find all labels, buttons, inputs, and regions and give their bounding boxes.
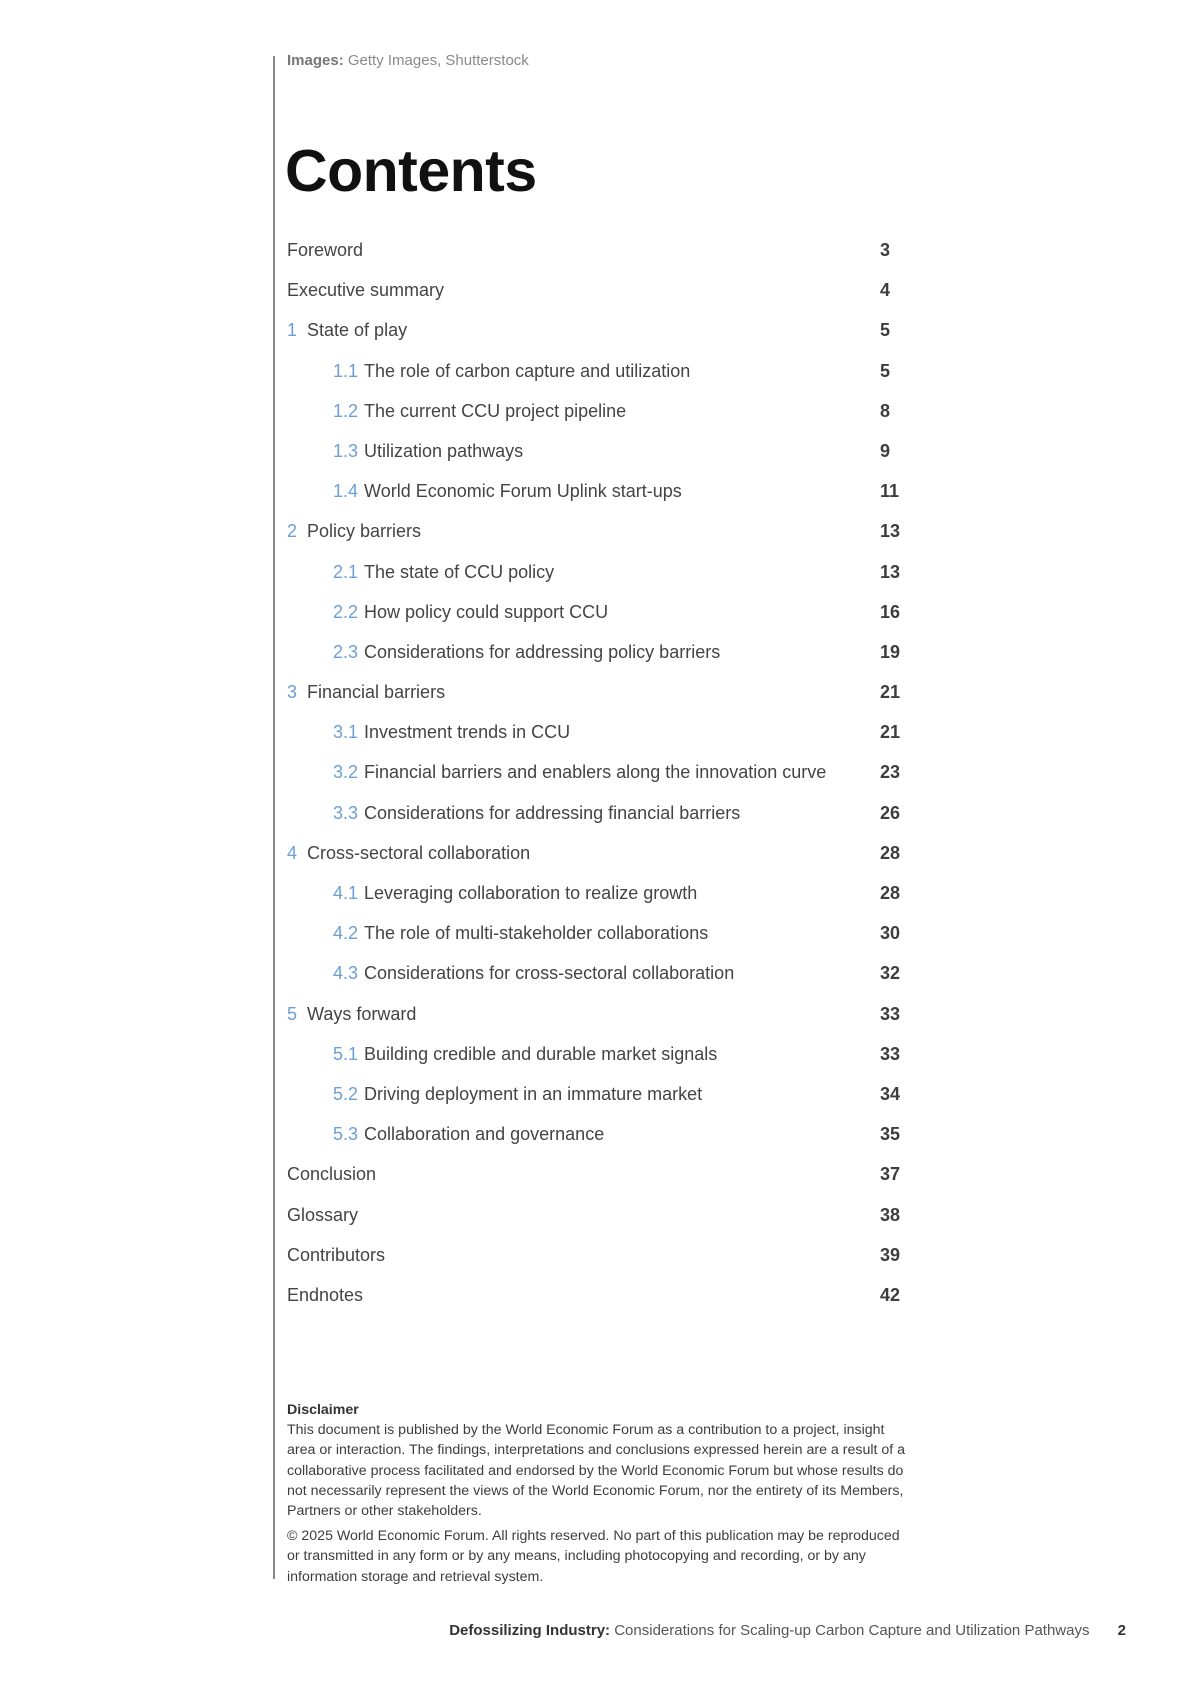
toc-entry-title [333,883,697,904]
toc-page-number: 9 [880,440,891,461]
toc-entry[interactable] [287,875,907,915]
toc-section-number: 4.3 [333,963,359,984]
toc-section-number: 1.2 [333,400,359,421]
toc-page-number: 4 [880,280,891,301]
toc-entry[interactable] [287,955,907,995]
toc-entry-label: Glossary [287,1204,359,1225]
toc-entry[interactable] [287,1116,907,1156]
toc-entry-title [333,481,682,502]
toc-entry-title [287,1285,363,1306]
toc-entry-label: Leveraging collaboration to realize growth [364,883,698,903]
toc-entry[interactable] [287,393,907,433]
copyright-notice: © 2025 World Economic Forum. All rights reserved. No part of this publication may be reproduced or transmitted in any form or by any means, including photocopying and recording, or by any information storage and retrieval system. [287,1528,900,1585]
footer-report-title: Defossilizing Industry: [449,1622,611,1639]
toc-entry-title [333,1124,604,1145]
footer-page-number: 2 [1117,1622,1126,1639]
toc-entry-title [333,1044,717,1065]
toc-page-number: 11 [880,481,900,502]
footer-report-subtitle: Considerations for Scaling-up Carbon Capture and Utilization Pathways [614,1622,1090,1639]
toc-section-number: 2.2 [333,601,359,622]
toc-entry[interactable] [287,1277,907,1317]
toc-entry-title [333,1084,702,1105]
toc-entry-label: Foreword [287,240,364,260]
toc-entry[interactable] [287,1237,907,1277]
toc-entry-title [333,441,523,462]
page-footer [449,1622,1126,1639]
toc-entry[interactable] [287,674,907,714]
toc-page-number: 33 [880,1003,901,1024]
toc-entry[interactable] [287,1076,907,1116]
page-title: Contents [285,138,537,204]
toc-entry-title [287,240,363,261]
toc-section-number: 5.2 [333,1083,359,1104]
toc-page-number: 28 [880,842,901,863]
toc-entry-title [333,963,734,984]
toc-section-number: 4.1 [333,883,359,903]
toc-entry[interactable] [287,1156,907,1196]
toc-entry-title [287,1164,376,1185]
toc-entry-label: Endnotes [287,1284,364,1305]
toc-section-number: 2 [287,521,298,542]
toc-entry[interactable] [287,634,907,674]
toc-page-number: 37 [880,1164,901,1185]
toc-entry-title [333,923,708,944]
toc-entry-label: The role of carbon capture and utilization [364,360,691,381]
toc-section-number: 5.1 [333,1043,359,1064]
toc-entry-label: Utilization pathways [364,440,524,461]
toc-entry-label: Ways forward [307,1003,417,1024]
toc-entry-title [287,280,444,301]
toc-entry-label: The state of CCU policy [364,561,555,582]
toc-section-number: 3 [287,682,298,703]
toc-entry[interactable] [287,714,907,754]
disclaimer [287,1400,912,1587]
toc-entry-title [333,803,740,824]
toc-page-number: 19 [880,641,901,662]
toc-entry[interactable] [287,473,907,513]
toc-entry-label: Collaboration and governance [364,1124,605,1145]
toc-page-number: 28 [880,883,901,903]
toc-page-number: 16 [880,601,901,622]
toc-entry[interactable] [287,1036,907,1076]
toc-entry[interactable] [287,433,907,473]
toc-entry-label: World Economic Forum Uplink start-ups [364,481,682,502]
toc-page-number: 39 [880,1244,901,1265]
toc-page-number: 5 [880,360,891,381]
toc-page-number: 34 [880,1083,901,1104]
toc-section-number: 4.2 [333,923,359,944]
toc-page-number: 32 [880,963,901,984]
toc-section-number: 5 [287,1003,298,1024]
toc-entry-title [287,682,445,703]
toc-page-number: 13 [880,561,901,582]
toc-entry[interactable] [287,312,907,352]
toc-entry-title [287,1004,416,1025]
toc-entry-title [287,1205,358,1226]
toc-entry[interactable] [287,513,907,553]
toc-page-number: 5 [880,320,891,341]
toc-entry[interactable] [287,353,907,393]
toc-page-number: 21 [880,682,901,703]
toc-entry-label: The role of multi-stakeholder collaborations [364,923,709,944]
toc-entry-title [287,521,421,542]
toc-page-number: 23 [880,762,901,783]
toc-entry-title [333,722,570,743]
toc-entry[interactable] [287,795,907,835]
image-credit-label: Images: [287,52,344,69]
toc-entry[interactable] [287,754,907,794]
toc-entry-title [287,320,407,341]
toc-page-number: 26 [880,802,901,823]
vertical-rule [273,56,275,1579]
toc-page-number: 30 [880,923,901,944]
toc-entry-title [333,762,826,783]
image-credit [287,52,529,69]
toc-entry-label: Driving deployment in an immature market [364,1083,703,1104]
toc-section-number: 1.1 [333,360,359,381]
toc-entry-title [333,602,608,623]
toc-page-number: 35 [880,1124,901,1145]
toc-entry[interactable] [287,915,907,955]
toc-section-number: 1.4 [333,481,359,502]
toc-entry-label: The current CCU project pipeline [364,400,627,421]
toc-section-number: 3.2 [333,762,359,783]
disclaimer-heading: Disclaimer [287,1402,359,1418]
toc-page-number: 13 [880,521,901,542]
toc-page-number: 3 [880,240,891,260]
toc-section-number: 3.1 [333,722,359,743]
table-of-contents [287,232,907,1317]
toc-entry-label: State of play [307,320,408,341]
toc-entry[interactable] [287,835,907,875]
toc-entry-label: Policy barriers [307,521,422,542]
toc-entry-label: Financial barriers and enablers along the innovation curve [364,762,827,783]
toc-entry[interactable] [287,996,907,1036]
toc-entry-label: Considerations for addressing financial barriers [364,802,741,823]
image-credit-text: Getty Images, Shutterstock [347,52,529,69]
toc-entry-title [287,843,530,864]
toc-section-number: 4 [287,842,298,863]
toc-page-number: 33 [880,1043,901,1064]
toc-entry-title [333,562,554,583]
toc-page-number: 8 [880,400,891,421]
toc-entry-label: Financial barriers [307,682,446,703]
toc-page-number: 42 [880,1284,901,1305]
toc-entry[interactable] [287,272,907,312]
toc-page-number: 38 [880,1204,901,1225]
disclaimer-body: This document is published by the World Economic Forum as a contribution to a project, insight area or interaction. The findings, interpretations and conclusions expressed herein are a result of a collaborative process facilitated and endorsed by the World Economic Forum but whose results do not necessarily represent the views of the World Economic Forum, nor the entirety of its Members, Partners or other stakeholders. [287,1422,906,1520]
toc-entry-label: Conclusion [287,1164,377,1185]
toc-entry-label: Cross-sectoral collaboration [307,842,531,863]
toc-section-number: 2.3 [333,641,359,662]
toc-entry-label: Building credible and durable market signals [364,1043,718,1064]
toc-entry[interactable] [287,232,907,272]
toc-entry-title [333,361,690,382]
toc-entry-title [287,1245,385,1266]
toc-section-number: 1 [287,320,298,341]
toc-section-number: 2.1 [333,561,359,582]
toc-section-number: 1.3 [333,440,359,461]
toc-section-number: 5.3 [333,1124,359,1145]
toc-section-number: 3.3 [333,802,359,823]
toc-entry[interactable] [287,1197,907,1237]
toc-entry-label: Considerations for cross-sectoral collaboration [364,963,735,984]
toc-entry-label: How policy could support CCU [364,601,609,622]
toc-entry-label: Investment trends in CCU [364,722,571,743]
toc-entry[interactable] [287,554,907,594]
toc-entry-label: Contributors [287,1244,386,1265]
toc-entry-title [333,642,720,663]
toc-entry-label: Executive summary [287,280,445,301]
toc-entry[interactable] [287,594,907,634]
toc-page-number: 21 [880,722,901,743]
toc-entry-title [333,401,626,422]
toc-entry-label: Considerations for addressing policy barriers [364,641,721,662]
